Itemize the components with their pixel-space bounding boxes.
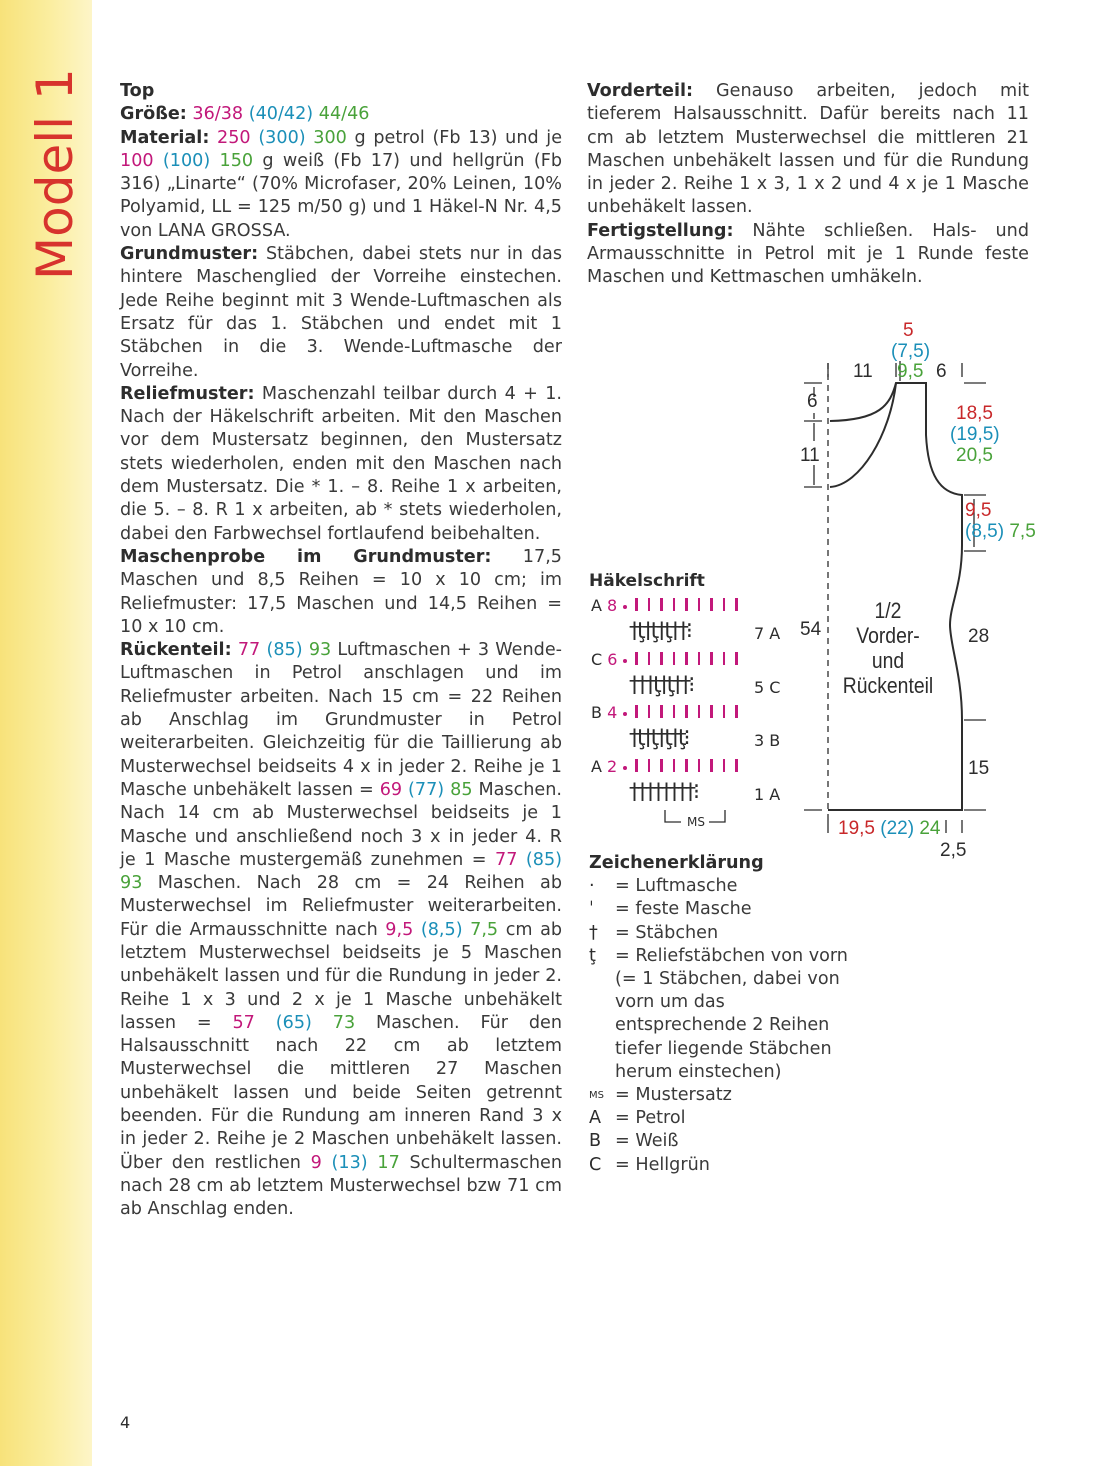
size-value: 73 xyxy=(332,1012,356,1033)
color-a-key: A xyxy=(589,1108,602,1129)
legend xyxy=(589,852,869,1177)
rueckenteil-paragraph xyxy=(120,639,562,1221)
legend-text: = Reliefstäbchen von vorn (= 1 Stäbchen, dabei von vorn um das entsprechende 2 Reihen tiefer liegende Stäbchen herum einstechen) xyxy=(615,945,848,1082)
sc-stitch-icon xyxy=(635,598,638,611)
vorderteil-text: Genauso arbeiten, jedoch mit tieferem Halsausschnitt. Dafür bereits nach 11 cm ab letztem Musterwechsel die mittleren 21 Maschen unbehäkelt lassen und für die Rundung in jeder 2. Reihe 1 x 3, 1 x 2 und 4 x je 1 Masche unbehäkelt lassen. xyxy=(587,81,1029,218)
size-value: (65) xyxy=(275,1012,312,1033)
legend-item xyxy=(589,1154,869,1177)
shoulder-left-dim: 11 xyxy=(853,361,873,382)
ms-icon: MS xyxy=(589,1090,604,1102)
rueckenteil-text: Schultermaschen nach 28 cm ab letztem Musterwechsel bzw 71 cm ab Anschlag enden. xyxy=(120,1152,563,1220)
size-value: (85) xyxy=(266,640,303,661)
neck-depth-back-dim: 6 xyxy=(807,391,818,412)
rueckenteil-text: Maschen. Nach 14 cm ab Musterwechsel beidseits je 1 Masche und anschließend noch 3 x in jeder 4. R je 1 Masche mustergemäß zunehmen = xyxy=(120,779,562,870)
sc-stitch-icon xyxy=(685,652,688,665)
sc-stitch-icon xyxy=(648,759,651,772)
arm-dim-c: 7,5 xyxy=(1009,521,1036,542)
sc-stitch-icon xyxy=(710,598,713,611)
fertigstellung-paragraph xyxy=(587,220,1029,290)
sc-stitch-icon xyxy=(723,652,726,665)
reliefmuster-paragraph xyxy=(120,383,562,546)
sc-stitch-icon xyxy=(660,759,663,772)
sc-stitch-icon xyxy=(710,705,713,718)
sc-stitch-icon xyxy=(635,705,638,718)
instructions-left-column xyxy=(120,80,562,1222)
sc-stitch-icon xyxy=(698,759,701,772)
panel-label-line: 1/2 Vorder- xyxy=(856,598,920,648)
material-paragraph xyxy=(120,127,562,243)
size-value: 7,5 xyxy=(470,919,499,940)
legend-item xyxy=(589,1084,869,1107)
rueckenteil-text: Luftmaschen + 3 Wende-Luftmaschen in Petrol anschlagen und im Reliefmuster arbeiten. Nach 15 cm = 22 Reihen ab Anschlag im Grundmuster in Petrol weiterarbeiten. Gleichzeitig für die Taillierung ab Musterwechsel beidseits 4 x in jeder 2. Reihe je 1 Masche unbehäkelt lassen = xyxy=(120,640,562,800)
dc-row: †ţ†ţ†ţ†ţ⁝ xyxy=(629,726,688,751)
fertigstellung-text: Nähte schließen. Hals- und Armausschnitte in Petrol mit je 1 Runde feste Maschen und Kettmaschen umhäkeln. xyxy=(587,220,1029,288)
material-text: g petrol (Fb 13) und je xyxy=(346,127,563,148)
vorderteil-paragraph xyxy=(587,80,1029,220)
rueckenteil-text: Maschen. Nach 28 cm = 24 Reihen ab Musterwechsel im Reliefmuster weiterarbeiten. Für die Armausschnitte nach xyxy=(120,873,562,940)
bottom-width-a: 19,5 xyxy=(838,818,875,839)
legend-item xyxy=(589,898,869,921)
dc-row: ††††††††⁝ xyxy=(629,780,697,805)
reliefmuster-text: Maschenzahl teilbar durch 4 + 1. Nach der Häkelschrift arbeiten. Mit den Maschen vor dem Mustersatz beginnen, den Mustersatz stets wiederholen, enden mit den Maschen nach dem Mustersatz. Die * 1. – 8. Reihe 1 x arbeiten, die 5. – 8. R 1 x arbeiten, ab * stets wiederholen, dabei den Farbwechsel fortlaufend beibehalten. xyxy=(120,383,562,544)
sc-stitch-icon xyxy=(673,598,676,611)
size-value: 85 xyxy=(450,779,473,800)
legend-text: = Luftmasche xyxy=(615,876,738,897)
neck-width-c: 9,5 xyxy=(897,361,924,382)
bottom-width-dim xyxy=(838,818,940,839)
material-value: (300) xyxy=(258,127,306,148)
size-3: 44/46 xyxy=(318,104,370,125)
model-title: Modell 1 xyxy=(26,68,84,280)
panel-label-line: und xyxy=(871,648,905,673)
crochet-chart xyxy=(589,592,799,842)
sc-stitch-icon xyxy=(648,598,651,611)
material-value: (100) xyxy=(162,150,211,171)
page-number: 4 xyxy=(120,1413,131,1432)
sc-stitch-icon xyxy=(660,652,663,665)
legend-text: = Mustersatz xyxy=(615,1085,732,1106)
row-label: 1 A xyxy=(754,785,781,804)
rueckenteil-text: cm ab letztem Musterwechsel beidseits je 5 Maschen unbehäkelt lassen und für die Rundung in jeder 2. Reihe 1 x 3 und 2 x je 1 Masche unbehäkelt lassen = xyxy=(120,919,563,1033)
instructions-right-column xyxy=(587,80,1029,290)
sc-stitch-icon xyxy=(723,705,726,718)
size-value: (77) xyxy=(408,779,445,800)
row-label xyxy=(591,596,617,615)
fm-row xyxy=(623,705,748,718)
sc-stitch-icon xyxy=(648,705,651,718)
row-number: 6 xyxy=(607,650,618,669)
sc-stitch-icon: ˈ xyxy=(589,899,594,920)
material-label: Material: xyxy=(120,127,210,148)
sc-stitch-icon xyxy=(660,705,663,718)
row-number: 8 xyxy=(607,596,618,615)
panel-outline xyxy=(828,383,962,810)
hem-length-dim: 15 xyxy=(968,758,990,779)
material-value: 250 xyxy=(217,127,251,148)
sc-stitch-icon xyxy=(710,652,713,665)
shoulder-right-dim: 6 xyxy=(936,361,947,382)
size-value: 17 xyxy=(377,1152,400,1173)
fertigstellung-label: Fertigstellung: xyxy=(587,220,734,241)
sc-stitch-icon xyxy=(685,759,688,772)
rueckenteil-text: Maschen. Für den Halsausschnitt nach 22 cm ab letztem Musterwechsel die mittleren 27 Maschen unbehäkelt lassen und beide Seiten getrennt beenden. Für die Rundung am inneren Rand 3 x in jeder 2. Reihe je 2 Maschen unbehäkelt lassen. Über den restlichen xyxy=(120,1012,563,1173)
fm-row xyxy=(623,759,748,772)
armhole-depth-a: 18,5 xyxy=(956,403,993,424)
legend-text: = Weiß xyxy=(615,1131,679,1152)
size-value: 93 xyxy=(120,873,143,894)
section-top xyxy=(120,80,562,103)
row-color: A xyxy=(591,596,602,615)
fm-row xyxy=(623,598,748,611)
garment-schematic xyxy=(790,315,1050,875)
armhole-depth-c: 20,5 xyxy=(956,445,993,466)
row-number: 4 xyxy=(607,703,618,722)
sc-stitch-icon xyxy=(685,598,688,611)
waist-length-dim: 28 xyxy=(968,626,990,647)
color-b-key: B xyxy=(589,1131,602,1152)
sc-stitch-icon xyxy=(710,759,713,772)
sc-stitch-icon xyxy=(673,652,676,665)
material-value: 150 xyxy=(219,150,254,171)
sc-stitch-icon xyxy=(723,598,726,611)
chain-stitch-icon: · xyxy=(589,876,595,897)
sc-stitch-icon xyxy=(723,759,726,772)
maschenprobe-paragraph xyxy=(120,546,562,639)
size-value: 9,5 xyxy=(385,919,414,940)
size-value: 77 xyxy=(495,849,518,870)
size-value: 9 xyxy=(310,1152,322,1173)
size-label: Größe: xyxy=(120,104,187,125)
row-number: 2 xyxy=(607,757,618,776)
side-ease-dim: 2,5 xyxy=(940,840,967,861)
sc-stitch-icon xyxy=(685,705,688,718)
ms-label: MS xyxy=(687,815,705,829)
sc-stitch-icon xyxy=(698,598,701,611)
maschenprobe-label: Maschenprobe im Grundmuster: xyxy=(120,546,492,567)
panel-label-line: Rückenteil xyxy=(842,673,934,698)
row-label xyxy=(591,703,617,722)
size-1: 36/38 xyxy=(192,104,244,125)
sc-stitch-icon xyxy=(698,705,701,718)
sc-stitch-icon xyxy=(673,705,676,718)
legend-item xyxy=(589,875,869,898)
size-value: 57 xyxy=(232,1012,255,1033)
legend-item xyxy=(589,945,869,1084)
color-c-key: C xyxy=(589,1154,602,1175)
total-length-dim: 54 xyxy=(800,619,822,640)
grundmuster-paragraph xyxy=(120,243,562,383)
size-value: 69 xyxy=(379,779,403,800)
dc-row: †ţ†ţ†ţ††⁝ xyxy=(629,619,690,644)
sc-stitch-icon xyxy=(648,652,651,665)
material-value: 300 xyxy=(313,127,347,148)
armhole-depth-b: (19,5) xyxy=(950,424,1000,445)
dc-row: †††ţ†ţ††⁝ xyxy=(629,673,693,698)
sc-stitch-icon xyxy=(735,759,738,772)
maschenprobe-text: 17,5 Maschen und 8,5 Reihen = 10 x 10 cm; im Reliefmuster: 17,5 Maschen und 14,5 Reihen = 10 x 10 cm. xyxy=(120,546,562,637)
legend-item xyxy=(589,1107,869,1130)
material-value: 100 xyxy=(120,150,154,171)
legend-item xyxy=(589,922,869,945)
neck-depth-front-dim: 11 xyxy=(800,445,820,466)
front-neck-curve xyxy=(830,383,896,487)
rueckenteil-label: Rückenteil: xyxy=(120,640,232,661)
material-text: g weiß (Fb 17) und hellgrün (Fb 316) „Linarte“ (70% Microfaser, 20% Leinen, 10% Polyamid, LL = 125 m/50 g) und 1 Häkel-N Nr. 4,5 von LANA GROSSA. xyxy=(120,150,562,241)
sc-stitch-icon xyxy=(673,759,676,772)
arm-dim-a: 9,5 xyxy=(965,500,992,521)
sc-stitch-icon xyxy=(635,652,638,665)
row-label: 7 A xyxy=(754,624,781,643)
row-label xyxy=(591,650,617,669)
sc-stitch-icon xyxy=(735,705,738,718)
legend-item xyxy=(589,1130,869,1153)
size-2: (40/42) xyxy=(248,104,314,125)
size-value: 77 xyxy=(237,640,261,661)
fm-row xyxy=(623,652,748,665)
row-label: 5 C xyxy=(754,678,781,697)
sc-stitch-icon xyxy=(735,652,738,665)
size-value: (13) xyxy=(331,1152,368,1173)
legend-title: Zeichenerklärung xyxy=(589,853,764,873)
sc-stitch-icon xyxy=(660,598,663,611)
neck-width-b: (7,5) xyxy=(891,341,931,362)
sc-stitch-icon xyxy=(735,598,738,611)
neck-width-a: 5 xyxy=(903,320,914,341)
reliefmuster-label: Reliefmuster: xyxy=(120,383,255,404)
bottom-width-c: 24 xyxy=(919,818,941,839)
size-value: (8,5) xyxy=(420,919,463,940)
row-color: A xyxy=(591,757,602,776)
chart-title: Häkelschrift xyxy=(589,571,705,591)
legend-text: = Hellgrün xyxy=(615,1154,710,1175)
vorderteil-label: Vorderteil: xyxy=(587,81,694,101)
size-value: 93 xyxy=(308,640,332,661)
row-color: B xyxy=(591,703,602,722)
sc-stitch-icon xyxy=(698,652,701,665)
schematic-drawing xyxy=(790,315,1050,875)
size-line xyxy=(120,103,562,126)
bottom-width-b: (22) xyxy=(880,818,915,839)
arm-dim-bc xyxy=(965,521,1036,542)
legend-text: = feste Masche xyxy=(615,899,752,920)
relief-stitch-icon: ţ xyxy=(589,945,596,966)
top-heading: Top xyxy=(120,81,155,101)
size-value: (85) xyxy=(525,849,563,870)
row-color: C xyxy=(591,650,603,669)
dc-stitch-icon: † xyxy=(589,922,598,943)
sidebar-band xyxy=(0,0,92,1466)
row-label xyxy=(591,757,617,776)
legend-text: = Stäbchen xyxy=(615,922,719,943)
arm-dim-b: (8,5) xyxy=(965,521,1005,542)
row-label: 3 B xyxy=(754,731,781,750)
panel-label xyxy=(840,598,935,698)
legend-text: = Petrol xyxy=(615,1108,686,1129)
sc-stitch-icon xyxy=(635,759,638,772)
grundmuster-text: Stäbchen, dabei stets nur in das hintere Maschenglied der Vorreihe einstechen. Jede Reihe beginnt mit 3 Wende-Luftmaschen als Ersatz für das 1. Stäbchen und endet mit 1 Stäbchen in die 3. Wende-Luftmasche der Vorreihe. xyxy=(120,244,562,381)
grundmuster-label: Grundmuster: xyxy=(120,244,259,265)
